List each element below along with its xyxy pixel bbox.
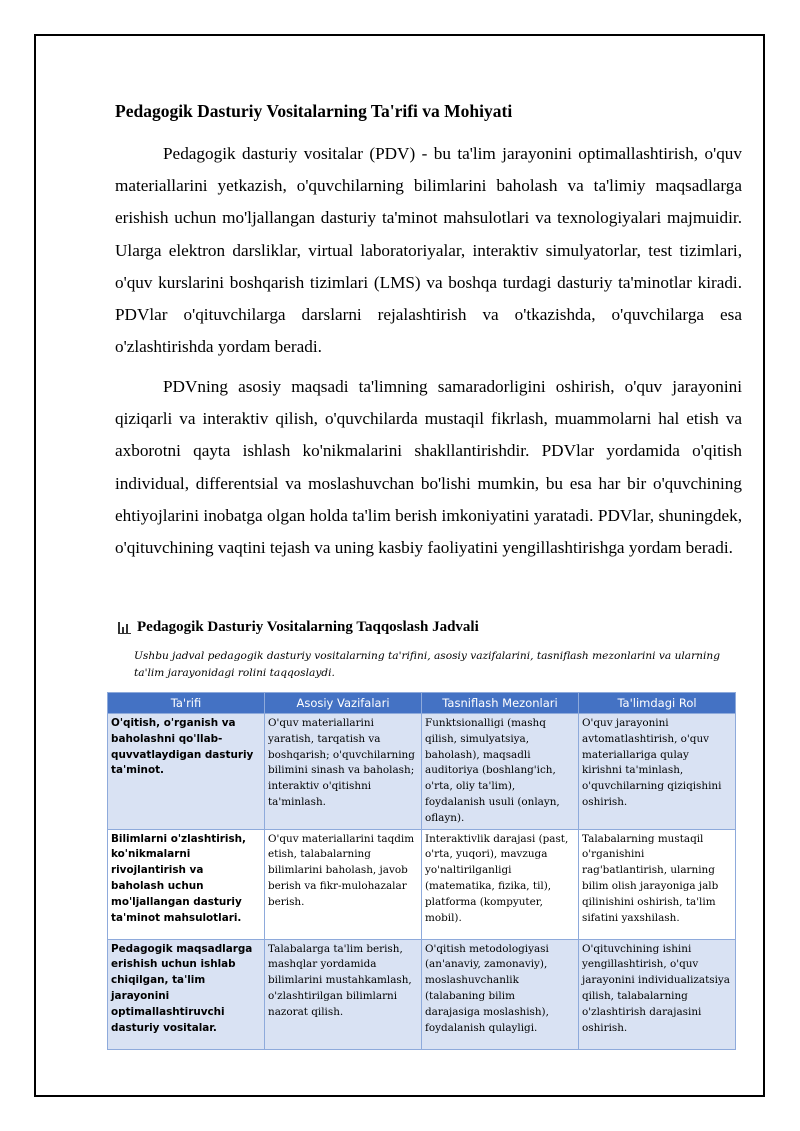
- table-cell: O'qituvchining ishini yengillashtirish, o'quv jarayonini individualizatsiya qilish, talabalarning o'zlashtirish darajasini oshirish.: [579, 939, 736, 1049]
- table-row: [108, 939, 736, 1049]
- column-header: Ta'limdagi Rol: [579, 693, 736, 714]
- table-caption: Ushbu jadval pedagogik dasturiy vositalarning ta'rifini, asosiy vazifalarini, tasniflash mezonlarini va ularning ta'lim jarayonidagi rolini taqqoslaydi.: [134, 650, 720, 679]
- table-title-text: Pedagogik Dasturiy Vositalarning Taqqoslash Jadvali: [137, 619, 479, 635]
- section-heading: Pedagogik Dasturiy Vositalarning Ta'rifi va Mohiyati: [115, 101, 513, 121]
- table-row: [108, 714, 736, 830]
- table-row: [108, 829, 736, 939]
- table-cell: O'quv materiallarini yaratish, tarqatish va boshqarish; o'quvchilarning bilimini sinash va baholash; interaktiv o'qitishni ta'minlash.: [265, 714, 422, 830]
- table-cell: O'quv materiallarini taqdim etish, talabalarning bilimlarini baholash, javob berish va fikr-mulohazalar berish.: [265, 829, 422, 939]
- column-header: Ta'rifi: [108, 693, 265, 714]
- table-cell: O'quv jarayonini avtomatlashtirish, o'quv materiallariga qulay kirishni ta'minlash, o'quvchilarning qiziqishini oshirish.: [579, 714, 736, 830]
- paragraph-definition: Pedagogik dasturiy vositalar (PDV) - bu ta'lim jarayonini optimallashtirish, o'quv materiallarini yetkazish, o'quvchilarning bilimlarini baholash va ta'limiy maqsadlarga erishish uchun mo'ljallangan dasturiy ta'minot mahsulotlari va texnologiyalari majmuidir. Ularga elektron darsliklar, virtual laboratoriyalar, interaktiv simulyatorlar, test tizimlari, o'quv kurslarini boshqarish tizimlari (LMS) va boshqa turdagi dasturiy ta'minotlar kiradi. PDVlar o'qituvchilarga darslarni rejalashtirish va o'tkazishda, o'quvchilarga esa o'zlashtirishda yordam beradi.: [115, 144, 742, 357]
- column-header: Asosiy Vazifalari: [265, 693, 422, 714]
- table-cell: Bilimlarni o'zlashtirish, ko'nikmalarni rivojlantirish va baholash uchun mo'ljallangan dasturiy ta'minot mahsulotlari.: [108, 829, 265, 939]
- table-cell: Talabalarga ta'lim berish, mashqlar yordamida bilimlarini mustahkamlash, o'zlashtirilgan bilimlarni nazorat qilish.: [265, 939, 422, 1049]
- table-cell: Funktsionalligi (mashq qilish, simulyatsiya, baholash), maqsadli auditoriya (boshlang'ich, o'rta, oliy ta'lim), foydalanish usuli (onlayn, oflayn).: [422, 714, 579, 830]
- table-cell: O'qitish, o'rganish va baholashni qo'llab-quvvatlaydigan dasturiy ta'minot.: [108, 714, 265, 830]
- table-title: [118, 619, 479, 636]
- bar-chart-icon: [118, 622, 131, 634]
- table-cell: Pedagogik maqsadlarga erishish uchun ishlab chiqilgan, ta'lim jarayonini optimallashtiruvchi dasturiy vositalar.: [108, 939, 265, 1049]
- table-cell: O'qitish metodologiyasi (an'anaviy, zamonaviy), moslashuvchanlik (talabaning bilim darajasiga moslashish), foydalanish qulayligi.: [422, 939, 579, 1049]
- table-header-row: [108, 693, 736, 714]
- column-header: Tasniflash Mezonlari: [422, 693, 579, 714]
- comparison-table: [107, 692, 736, 1050]
- table-cell: Interaktivlik darajasi (past, o'rta, yuqori), mavzuga yo'naltirilganligi (matematika, fizika, til), platforma (kompyuter, mobil).: [422, 829, 579, 939]
- table-cell: Talabalarning mustaqil o'rganishini rag'batlantirish, ularning bilim olish jarayoniga jalb qilinishini oshirish, ta'lim sifatini yaxshilash.: [579, 829, 736, 939]
- paragraph-purpose: PDVning asosiy maqsadi ta'limning samaradorligini oshirish, o'quv jarayonini qiziqarli va interaktiv qilish, o'quvchilarda mustaqil fikrlash, muammolarni hal etish va axborotni qayta ishlash ko'nikmalarini shakllantirishdir. PDVlar yordamida o'qitish individual, differentsial va moslashuvchan bo'lishi mumkin, bu esa har bir o'quvchining ehtiyojlarini inobatga olgan holda ta'lim berish imkoniyatini yaratadi. PDVlar, shuningdek, o'qituvchining vaqtini tejash va uning kasbiy faoliyatini yengillashtirishga yordam beradi.: [115, 377, 742, 558]
